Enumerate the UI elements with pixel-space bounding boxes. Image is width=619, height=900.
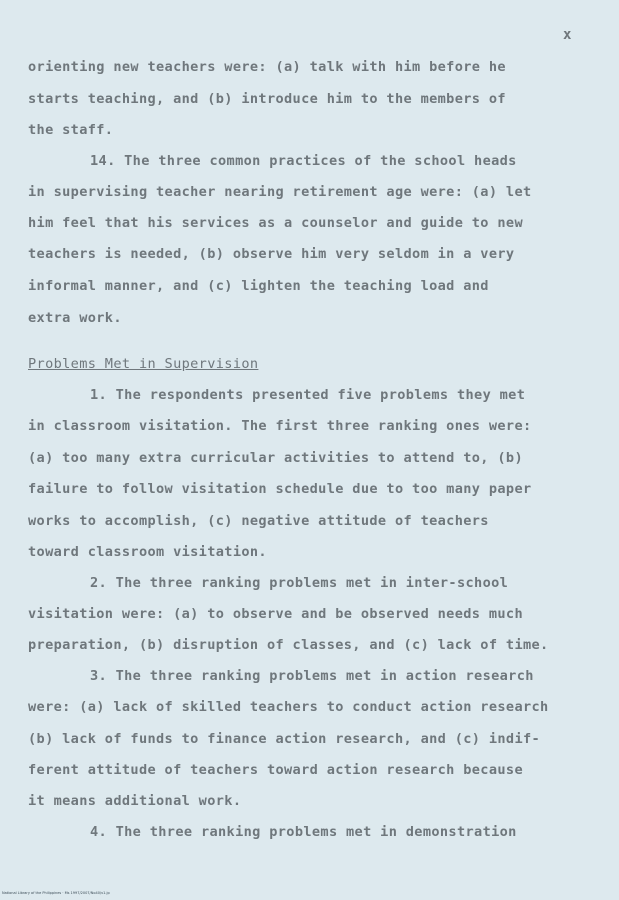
text-line: 1. The respondents presented five problems they met <box>90 387 526 403</box>
text-line: 14. The three common practices of the school heads <box>90 153 517 169</box>
text-line: works to accomplish, (c) negative attitude of teachers <box>28 513 489 529</box>
text-line: visitation were: (a) to observe and be observed needs much <box>28 606 523 622</box>
text-line: in supervising teacher nearing retirement age were: (a) let <box>28 184 532 200</box>
text-line: toward classroom visitation. <box>28 544 267 560</box>
text-line: (b) lack of funds to finance action research, and (c) indif- <box>28 731 541 747</box>
text-line: starts teaching, and (b) introduce him to the members of <box>28 91 506 107</box>
text-line: were: (a) lack of skilled teachers to conduct action research <box>28 699 549 715</box>
text-line: 3. The three ranking problems met in action research <box>90 668 534 684</box>
text-line: preparation, (b) disruption of classes, and (c) lack of time. <box>28 637 549 653</box>
text-line: ferent attitude of teachers toward action research because <box>28 762 523 778</box>
text-line: informal manner, and (c) lighten the teaching load and <box>28 278 489 294</box>
text-line: him feel that his services as a counselor and guide to new <box>28 215 523 231</box>
text-line: in classroom visitation. The first three ranking ones were: <box>28 418 532 434</box>
text-line: orienting new teachers were: (a) talk with him before he <box>28 59 506 75</box>
text-line: the staff. <box>28 122 114 138</box>
section-heading: Problems Met in Supervision <box>28 356 259 372</box>
archive-footer: National Library of the Philippines · Ms 1997/2007/No40/v1.jp <box>2 891 110 895</box>
text-line: teachers is needed, (b) observe him very seldom in a very <box>28 246 515 262</box>
page-number: x <box>563 27 572 43</box>
text-line: (a) too many extra curricular activities to attend to, (b) <box>28 450 523 466</box>
text-line: 2. The three ranking problems met in inter-school <box>90 575 509 591</box>
text-line: failure to follow visitation schedule due to too many paper <box>28 481 532 497</box>
text-line: it means additional work. <box>28 793 242 809</box>
text-line: 4. The three ranking problems met in demonstration <box>90 824 517 840</box>
text-line: extra work. <box>28 310 122 326</box>
